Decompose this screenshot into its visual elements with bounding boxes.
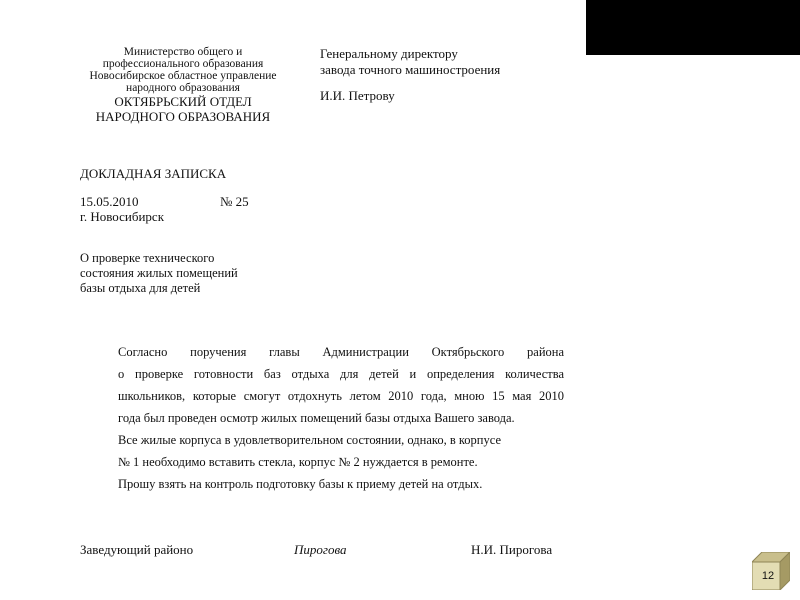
document-type: ДОКЛАДНАЯ ЗАПИСКА xyxy=(80,166,227,181)
addressee-block xyxy=(320,46,500,104)
document-body xyxy=(80,341,564,495)
subject-line-2: состояния жилых помещений xyxy=(80,266,238,280)
sender-dept-line-1: ОКТЯБРЬСКИЙ ОТДЕЛ xyxy=(114,94,252,109)
body-paragraph-3 xyxy=(80,473,564,495)
addressee-line-1: Генеральному директору xyxy=(320,46,458,61)
body-p3-line-1: Прошу взять на контроль подготовку базы к приему детей на отдых. xyxy=(118,477,483,491)
document-place: г. Новосибирск xyxy=(80,209,165,224)
body-p2-line-2: № 1 необходимо вставить стекла, корпус № 2 нуждается в ремонте. xyxy=(118,455,478,469)
sender-line-1: Министерство общего и xyxy=(123,46,243,58)
page-number: 12 xyxy=(761,570,775,582)
body-p1-line-4: года был проведен осмотр жилых помещений базы отдыха Вашего завода. xyxy=(118,411,515,425)
body-paragraph-2 xyxy=(80,429,564,473)
sender-line-4: народного образования xyxy=(126,82,240,94)
document-date: 15.05.2010 xyxy=(80,194,139,209)
sender-line-2: профессионального образования xyxy=(102,58,264,70)
body-p2-line-1: Все жилые корпуса в удовлетворительном состоянии, однако, в корпусе xyxy=(118,433,501,447)
sender-line-3: Новосибирское областное управление xyxy=(89,70,277,82)
body-p1-line-3: школьников, которые смогут отдохнуть летом 2010 года, мною 15 мая 2010 xyxy=(118,389,564,403)
addressee-name: И.И. Петрову xyxy=(320,88,395,103)
body-paragraph-1 xyxy=(80,341,564,429)
subject-heading xyxy=(80,251,238,296)
signature-title: Заведующий районо xyxy=(80,542,194,557)
sender-block xyxy=(78,46,288,124)
document-number: № 25 xyxy=(220,194,249,209)
body-p1-line-1: Согласно поручения главы Администрации Октябрьского района xyxy=(118,345,564,359)
body-p1-line-2: о проверке готовности баз отдыха для детей и определения количества xyxy=(118,367,564,381)
corner-black-block xyxy=(586,0,800,55)
subject-line-1: О проверке технического xyxy=(80,251,215,265)
subject-line-3: базы отдыха для детей xyxy=(80,281,201,295)
addressee-line-2: завода точного машиностроения xyxy=(320,62,501,77)
handwritten-signature: Пирогова xyxy=(294,542,347,557)
sender-dept-line-2: НАРОДНОГО ОБРАЗОВАНИЯ xyxy=(95,109,271,124)
signatory-name: Н.И. Пирогова xyxy=(471,542,553,557)
